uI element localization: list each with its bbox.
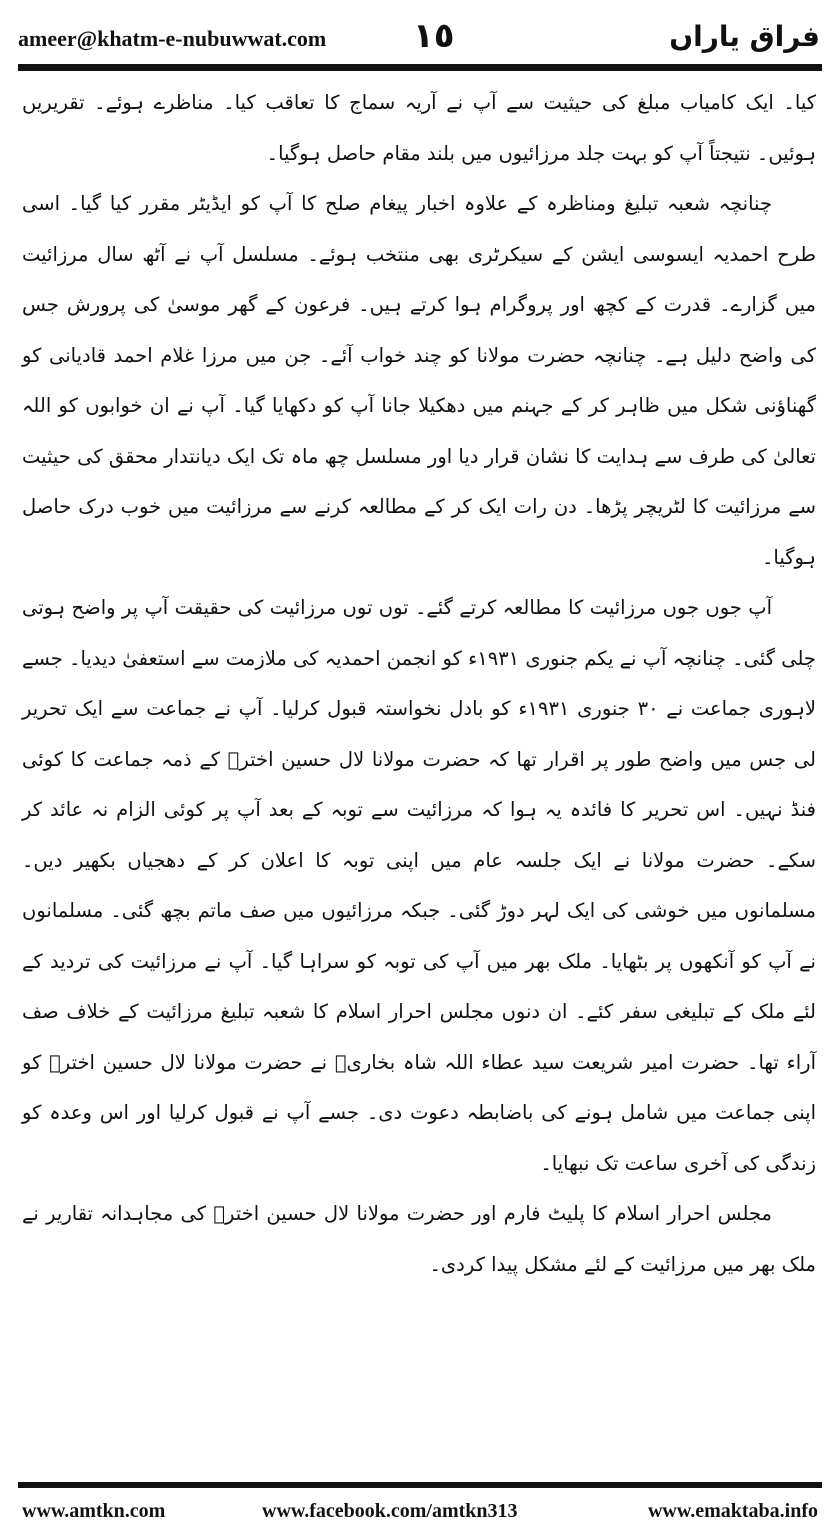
paragraph-4: مجلس احرار اسلام کا پلیٹ فارم اور حضرت مولانا لال حسین اخترؒ کی مجاہدانہ تقاریر نے ملک بھر میں مرزائیت کے لئے مشکل پیدا کردی۔ [22, 1202, 816, 1276]
book-title: فراق یاراں [669, 20, 820, 53]
footer-rule [18, 1482, 822, 1488]
page-header [18, 14, 822, 66]
page-number: ١٥ [413, 16, 455, 56]
footer-link-facebook[interactable]: www.facebook.com/amtkn313 [262, 1500, 518, 1522]
footer-link-emaktaba[interactable]: www.emaktaba.info [647, 1500, 818, 1522]
header-rule [18, 64, 822, 71]
page-footer [22, 1500, 818, 1530]
header-email: ameer@khatm-e-nubuwwat.com [18, 26, 327, 51]
paragraph-3: آپ جوں جوں مرزائیت کا مطالعہ کرتے گئے۔ توں توں مرزائیت کی حقیقت آپ پر واضح ہوتی چلی گئی۔ چنانچہ آپ نے یکم جنوری ۱۹۳۱ء کو انجمن احمدیہ کی ملازمت سے استعفیٰ دیدیا۔ جسے لاہوری جماعت نے ۳۰ جنوری ۱۹۳۱ء کو بادل نخواستہ قبول کرلیا۔ آپ نے جماعت سے ایک تحریر لی جس میں واضح طور پر اقرار تھا کہ حضرت مولانا لال حسین اخترؒ کے ذمہ جماعت کا کوئی فنڈ نہیں۔ اس تحریر کا فائدہ یہ ہوا کہ مرزائیت سے توبہ کے بعد آپ پر کوئی الزام نہ عائد کر سکے۔ حضرت مولانا نے ایک جلسہ عام میں اپنی توبہ کا اعلان کر کے دھجیاں بکھیر دیں۔ مسلمانوں میں خوشی کی ایک لہر دوڑ گئی۔ جبکہ مرزائیوں میں صف ماتم بچھ گئی۔ مسلمانوں نے آپ کو آنکھوں پر بٹھایا۔ ملک بھر میں آپ کی توبہ کو سراہا گیا۔ آپ نے مرزائیت کی تردید کے لئے ملک کے تبلیغی سفر کئے۔ ان دنوں مجلس احرار اسلام کا شعبہ تبلیغ مرزائیت کے خلاف صف آراء تھا۔ حضرت امیر شریعت سید عطاء اللہ شاہ بخاریؒ نے حضرت مولانا لال حسین اخترؒ کو اپنی جماعت میں شامل ہونے کی باضابطہ دعوت دی۔ جسے آپ نے قبول کرلیا اور اس وعدہ کو زندگی کی آخری ساعت تک نبھایا۔ [21, 596, 816, 1175]
paragraph-1: کیا۔ ایک کامیاب مبلغ کی حیثیت سے آپ نے آریہ سماج کا تعاقب کیا۔ مناظرے ہوئے۔ تقریریں ہوئیں۔ نتیجتاً آپ کو بہت جلد مرزائیوں میں بلند مقام حاصل ہوگیا۔ [22, 91, 816, 165]
page-body [22, 78, 816, 1290]
footer-link-amtkn[interactable]: www.amtkn.com [22, 1500, 166, 1522]
paragraph-2: چنانچہ شعبہ تبلیغ ومناظرہ کے علاوہ اخبار پیغام صلح کا آپ کو ایڈیٹر مقرر کیا گیا۔ اسی طرح احمدیہ ایسوسی ایشن کے سیکرٹری بھی منتخب ہوئے۔ مسلسل آپ نے آٹھ سال مرزائیت میں گزارے۔ قدرت کے کچھ اور پروگرام ہوا کرتے ہیں۔ فرعون کے گھر موسیٰ کی پرورش جس کی واضح دلیل ہے۔ چنانچہ حضرت مولانا کو چند خواب آئے۔ جن میں مرزا غلام احمد قادیانی کو گھناؤنی شکل میں ظاہر کر کے جہنم میں دھکیلا جانا آپ کو دکھایا گیا۔ آپ نے ان خوابوں کو اللہ تعالیٰ کی طرف سے ہدایت کا نشان قرار دیا اور مسلسل چھ ماہ تک ایک دیانتدار محقق کی حیثیت سے مرزائیت کا لٹریچر پڑھا۔ دن رات ایک کر کے مطالعہ کرنے سے مرزائیت میں خوب درک حاصل ہوگیا۔ [22, 192, 816, 569]
